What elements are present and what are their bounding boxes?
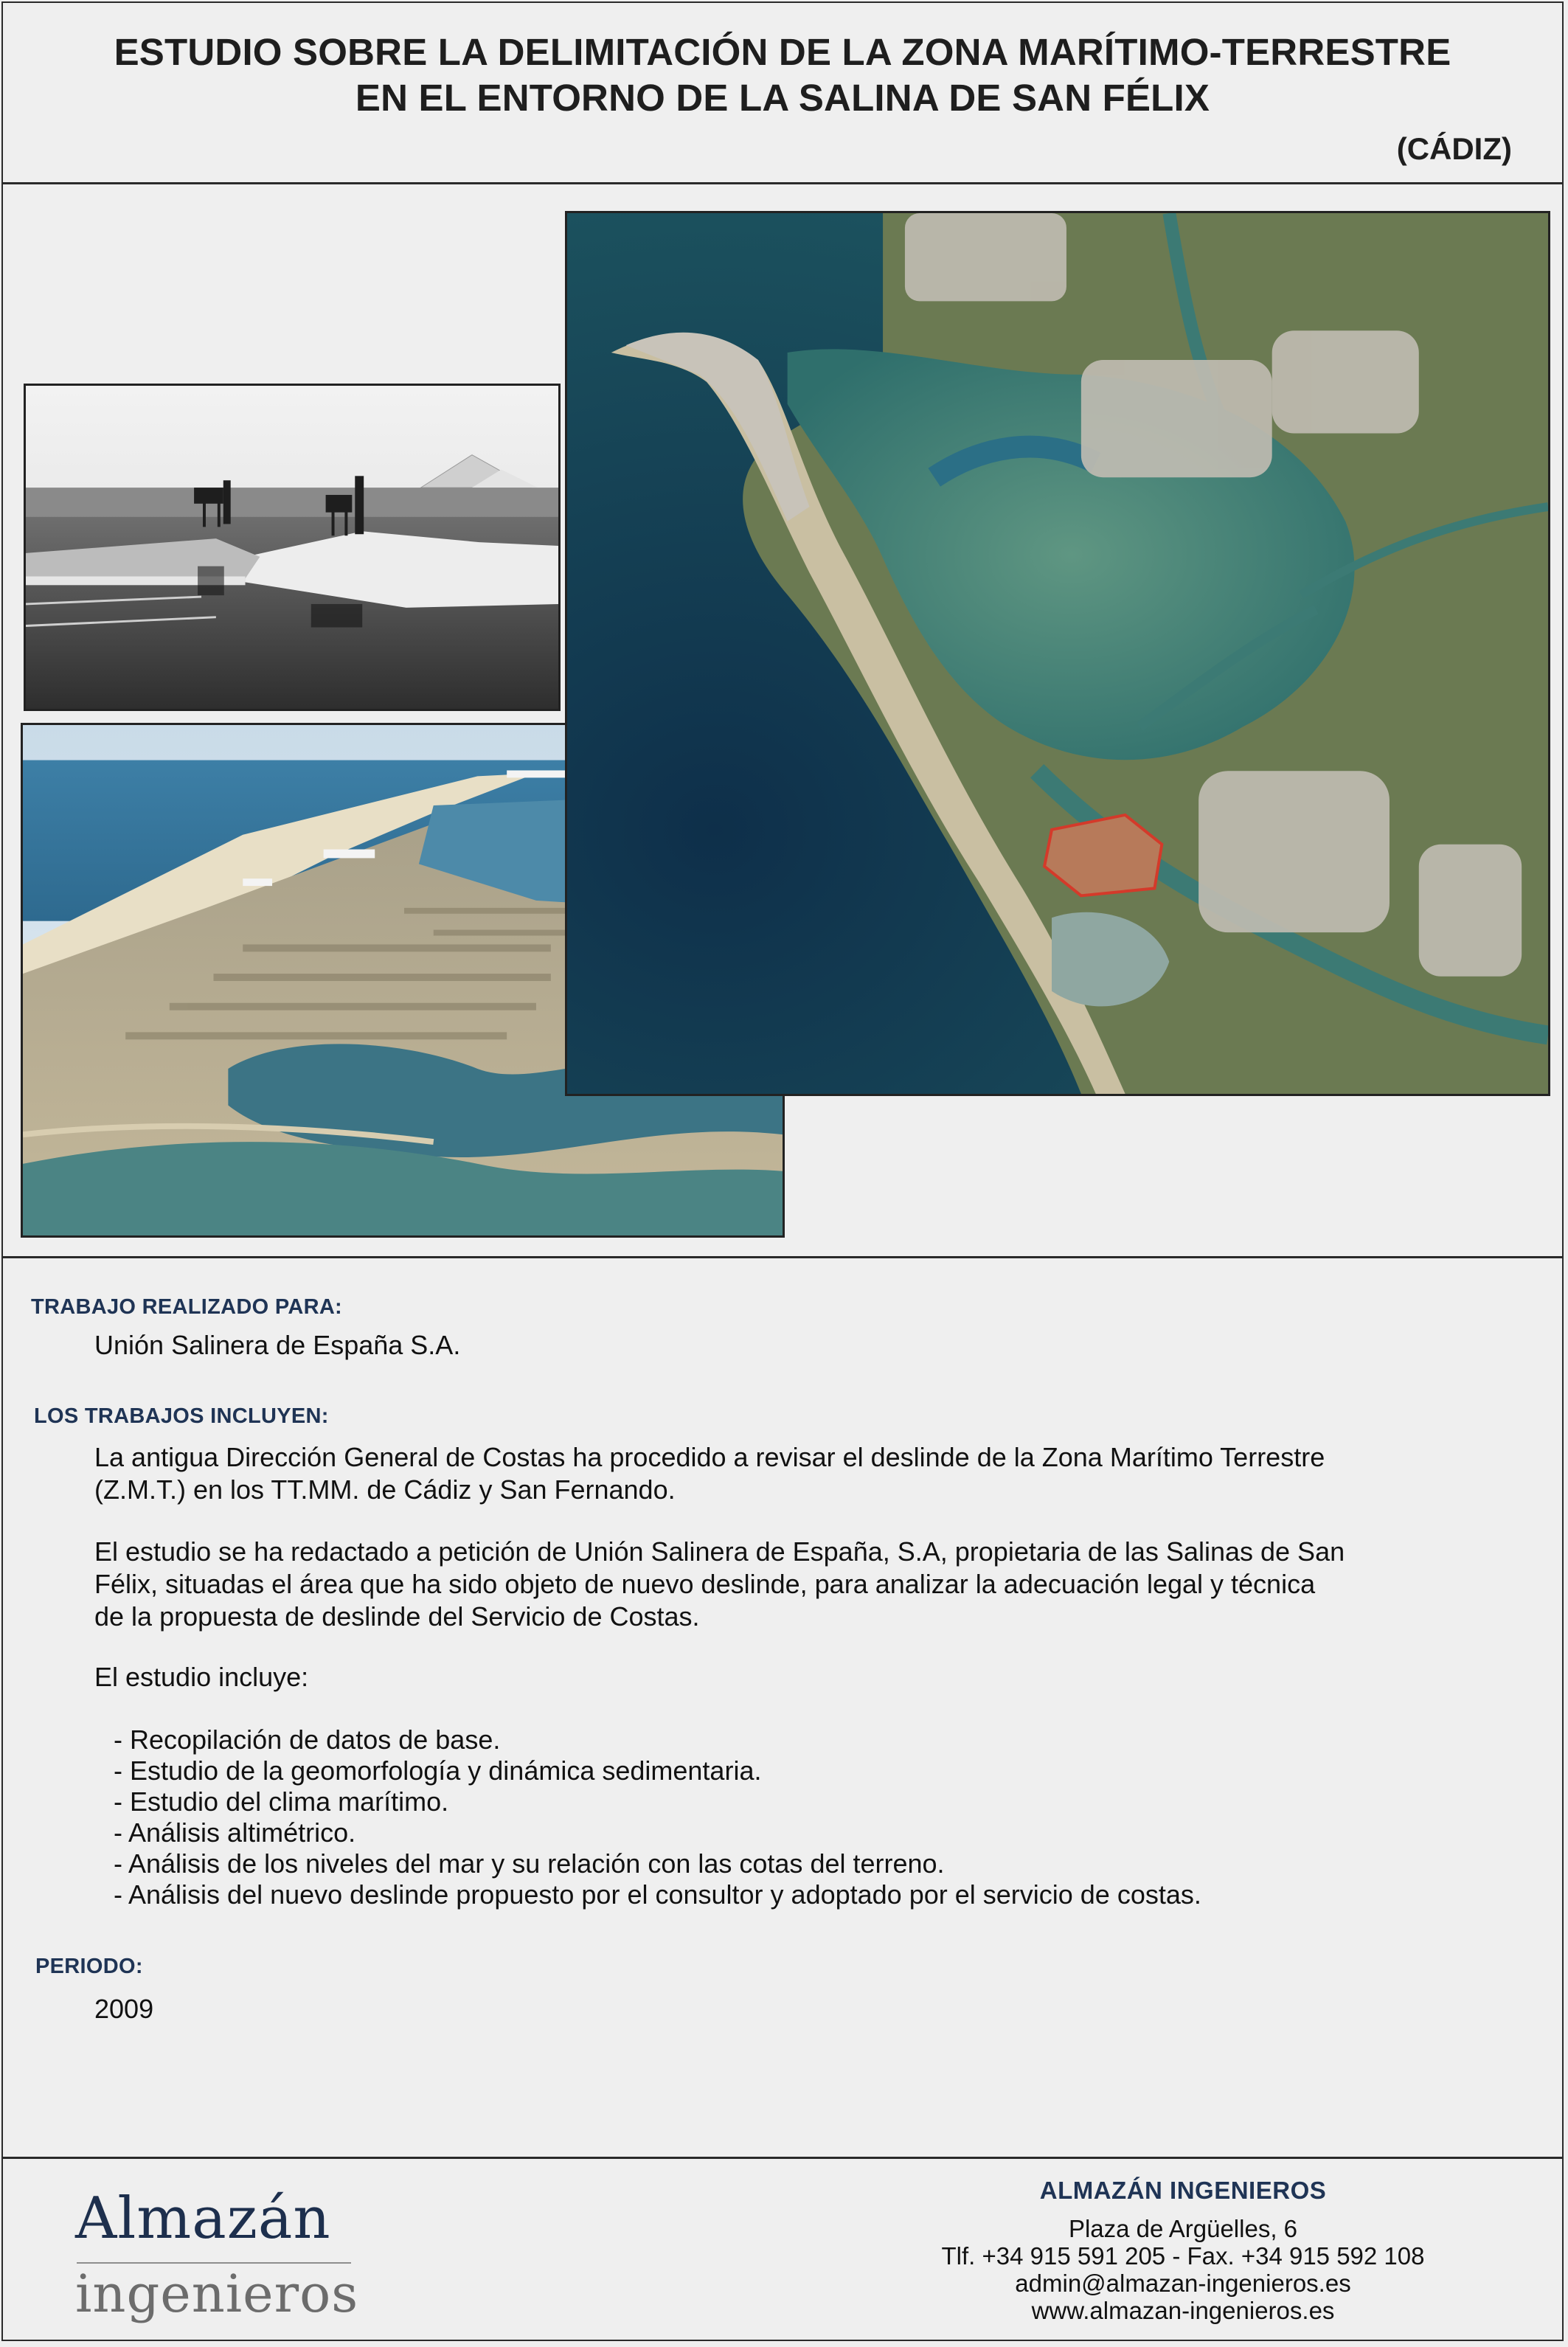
paragraph-1 (94, 1441, 1325, 1506)
paragraph-2-line-3: de la propuesta de deslinde del Servicio de Costas. (94, 1601, 700, 1632)
paragraph-1-line-2: (Z.M.T.) en los TT.MM. de Cádiz y San Fernando. (94, 1474, 676, 1505)
list-item: - Análisis altimétrico. (114, 1817, 356, 1848)
list-item: - Estudio de la geomorfología y dinámica sedimentaria. (114, 1755, 762, 1786)
phone-fax: Tlf. +34 915 591 205 - Fax. +34 915 592 108 (941, 2242, 1425, 2270)
company-logo (71, 2185, 366, 2326)
list-item: - Análisis del nuevo deslinde propuesto por el consultor y adoptado por el servicio de costas. (114, 1879, 1201, 1910)
project-sheet (1, 1, 1564, 2341)
client-name: Unión Salinera de España S.A. (94, 1330, 461, 1360)
paragraph-2 (94, 1536, 1345, 1633)
list-item: - Recopilación de datos de base. (114, 1724, 501, 1755)
title-line-1: ESTUDIO SOBRE LA DELIMITACIÓN DE LA ZONA MARÍTIMO-TERRESTRE (114, 31, 1451, 73)
logo-wordmark-bottom: ingenieros (75, 2264, 359, 2324)
footer (3, 2157, 1562, 2340)
contact-block (873, 2215, 1493, 2324)
header (3, 3, 1562, 184)
works-label: LOS TRABAJOS INCLUYEN: (34, 1404, 329, 1428)
project-description (3, 1258, 1562, 2158)
historic-saltpan-photo (24, 384, 561, 711)
page-title (3, 30, 1562, 121)
list-item: - Análisis de los niveles del mar y su relación con las cotas del terreno. (114, 1848, 945, 1879)
client-label: TRABAJO REALIZADO PARA: (31, 1295, 343, 1319)
list-item: - Estudio del clima marítimo. (114, 1786, 449, 1817)
location-subtitle: (CÁDIZ) (1396, 131, 1512, 166)
address: Plaza de Argüelles, 6 (1068, 2215, 1298, 2242)
included-items-list (114, 1724, 1201, 1910)
paragraph-2-line-1: El estudio se ha redactado a petición de Unión Salinera de España, S.A, propietaria de las Salinas de San (94, 1536, 1345, 1567)
website-link[interactable]: www.almazan-ingenieros.es (1031, 2297, 1335, 2324)
image-section (3, 184, 1562, 1258)
email-link[interactable]: admin@almazan-ingenieros.es (1015, 2270, 1351, 2297)
title-line-2: EN EL ENTORNO DE LA SALINA DE SAN FÉLIX (355, 77, 1210, 119)
includes-intro: El estudio incluye: (94, 1662, 309, 1692)
company-name: ALMAZÁN INGENIEROS (1039, 2177, 1327, 2204)
paragraph-1-line-1: La antigua Dirección General de Costas ha procedido a revisar el deslinde de la Zona Marítimo Terrestre (94, 1442, 1325, 1472)
period-label: PERIODO: (35, 1955, 143, 1978)
satellite-map (565, 211, 1550, 1096)
paragraph-2-line-2: Félix, situadas el área que ha sido objeto de nuevo deslinde, para analizar la adecuación legal y técnica (94, 1569, 1316, 1599)
logo-wordmark-top: Almazán (75, 2185, 331, 2252)
period-value: 2009 (94, 1994, 154, 2024)
